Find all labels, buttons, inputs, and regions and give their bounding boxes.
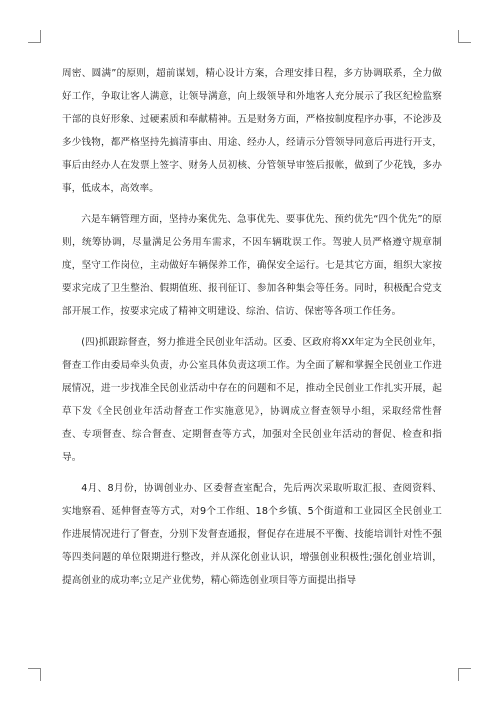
crop-mark-top-left xyxy=(28,30,41,43)
document-body xyxy=(62,62,442,600)
paragraph-supervision: (四)抓跟踪督查，努力推进全民创业年活动。区委、区政府将XX年定为全民创业年，督查工作由委局牵头负责，办公室具体负责这项工作。为全面了解和掌握全民创业工作进展情况，进一步找准全民创业活动中存在的问题和不足，推动全民创业工作扎实开展，起草下发《全民创业年活动督查工作实施意见》，协调成立督查领导小组，采取经常性督查、专项督查、综合督查、定期督查等方式，加强对全民创业年活动的督促、检查和指导。 xyxy=(62,337,442,463)
crop-mark-top-right xyxy=(458,30,471,43)
crop-mark-bottom-right xyxy=(458,668,471,681)
crop-mark-bottom-left xyxy=(28,668,41,681)
paragraph-april-august: 4月、8月份，协调创业办、区委督查室配合，先后两次采取听取汇报、查阅资料、实地察看、延伸督查等方式，对9个工作组、18个乡镇、5个街道和工业园区全民创业工作进展情况进行了督查，分别下发督查通报，督促存在进展不平衡、技能培训针对性不强等四类问题的单位限期进行整改，并从深化创业认识，增强创业积极性;强化创业培训，提高创业的成功率;立足产业优势，精心筛选创业项目等方面提出指导 xyxy=(62,483,442,586)
paragraph-vehicle-management: 六是车辆管理方面，坚持办案优先、急事优先、要事优先、预约优先“四个优先”的原则，统筹协调，尽量满足公务用车需求，不因车辆耽误工作。驾驶人员严格遵守规章制度，坚守工作岗位，主动做好车辆保养工作，确保安全运行。七是其它方面，组织大家按要求完成了卫生整治、假期值班、报刊征订、参加各种集会等任务。同时，积极配合党支部开展工作，按要求完成了精神文明建设、综治、信访、保密等各项工作任务。 xyxy=(62,214,442,317)
paragraph-continued: 周密、圆满”的原则，超前谋划，精心设计方案，合理安排日程，多方协调联系，全力做好工作，争取让客人满意，让领导满意，向上级领导和外地客人充分展示了我区纪检监察干部的良好形象、过硬素质和奉献精神。五是财务方面，严格按制度程序办事，不论涉及多少钱物，都严格坚持先搞清事由、用途、经办人，经请示分管领导同意后再进行开支，事后由经办人在发票上签字、财务人员初核、分管领导审签后报帐，做到了少花钱，多办事，低成本，高效率。 xyxy=(62,68,442,194)
